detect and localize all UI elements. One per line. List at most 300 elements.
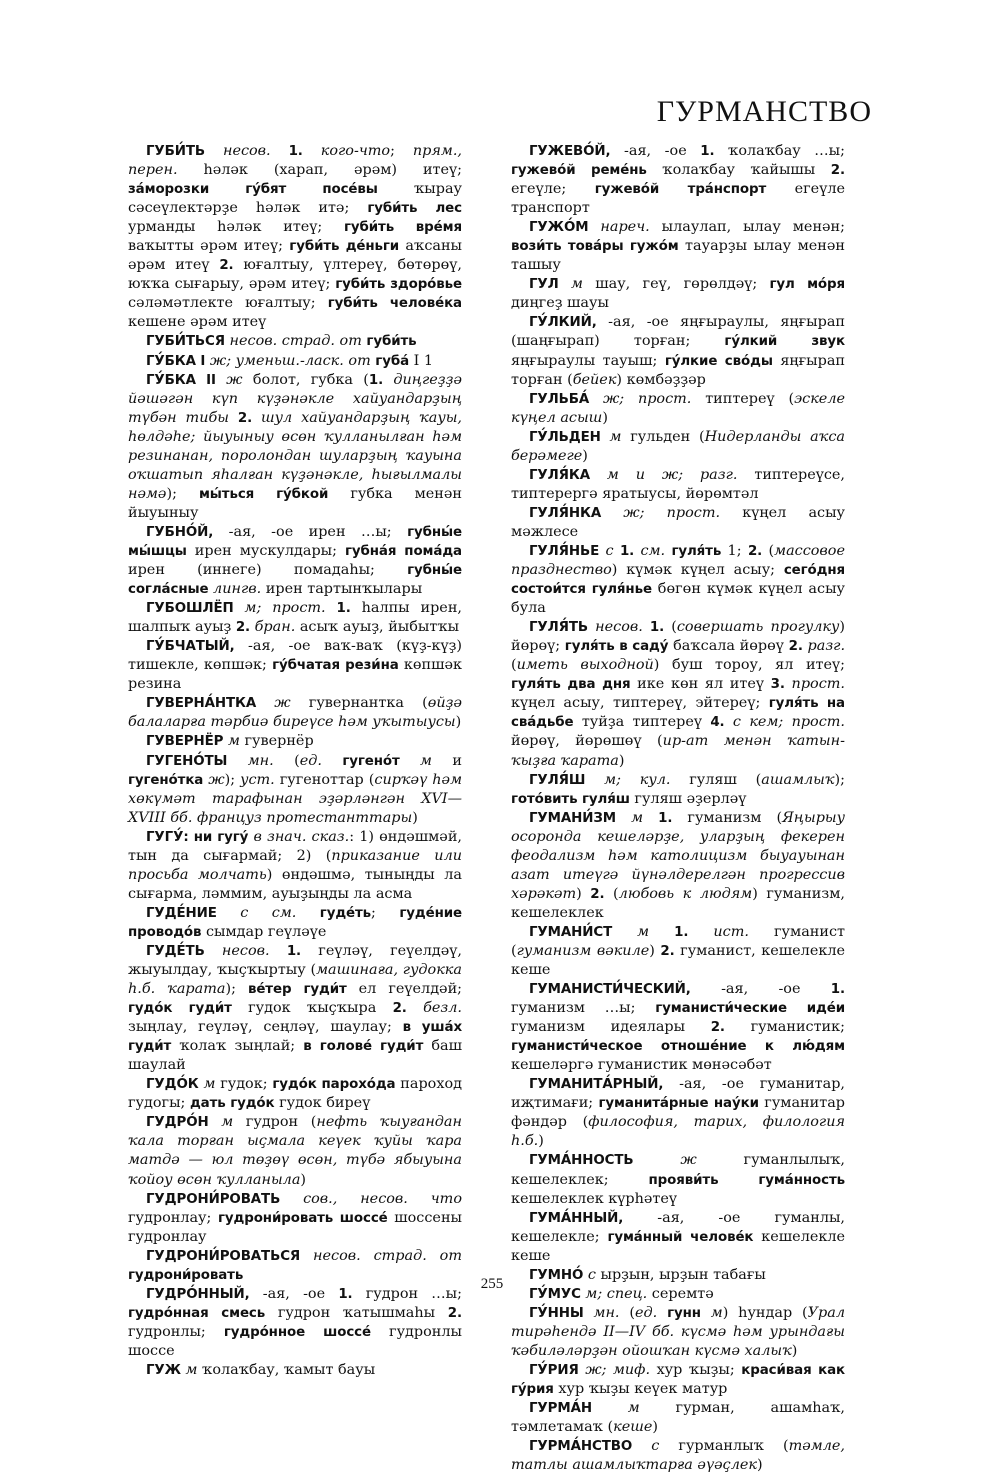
headword-text: 1. [336, 601, 351, 617]
definition-text: ирен (иннеге) помадаһы; [128, 562, 408, 579]
definition-text: гудрон ( [233, 1114, 317, 1131]
headword-text: гугено́тка [128, 772, 204, 788]
headword-text: ГУЖО́М [529, 220, 589, 236]
dictionary-entry [511, 466, 845, 504]
grammar-note: прост. [784, 676, 845, 693]
headword-text: ГУ́МУС [529, 1286, 581, 1302]
dictionary-entry [128, 828, 462, 904]
definition-text: гуманитар фәндәр ( [511, 1095, 845, 1131]
grammar-note: нареч. [588, 219, 650, 236]
definition-text: баш шаулай [128, 1038, 462, 1074]
headword-text: гуля́ть на сва́дьбе [511, 696, 845, 731]
headword-text: губи́ть [366, 334, 417, 350]
definition-text: ирен тартынҡылары [261, 581, 423, 598]
grammar-note: м; спец. [580, 1285, 648, 1302]
grammar-note: м [600, 428, 622, 445]
grammar-note: философия, тарих, филология һ.б. [511, 1114, 845, 1150]
dictionary-entry [511, 1285, 845, 1304]
definition-text: типтереү ( [691, 390, 795, 407]
dictionary-entry [511, 428, 845, 466]
dictionary-entry [128, 1247, 462, 1285]
dictionary-entry [128, 332, 462, 351]
grammar-note: Нидерланды аҡса берәмеге [511, 428, 845, 464]
dictionary-entry [128, 1190, 462, 1247]
definition-text: ); [834, 771, 845, 788]
definition-text: пароход гудогы; [128, 1076, 462, 1112]
definition-text: бөгөн күмәк күңел асыу була [511, 581, 845, 617]
headword-text: 1. [338, 1286, 353, 1302]
definition-text: гувернёр [239, 733, 314, 750]
dictionary-entry [128, 1075, 462, 1113]
grammar-note: м; прост. [233, 600, 337, 617]
page-number: 255 [480, 1276, 504, 1292]
headword-text: ГУМАНИ́СТ [529, 924, 613, 940]
headword-text: гу́лкие сво́ды [664, 353, 773, 369]
headword-text: ГУЛЯ́Ш [529, 772, 586, 788]
dictionary-entry [511, 1361, 845, 1399]
definition-text: гуманист, кешелекле кеше [511, 942, 845, 979]
definition-text: егеүле транспорт [511, 181, 845, 217]
definition-text: ел геүелдәй; [346, 981, 463, 998]
headword-text: ГУДО́К [146, 1077, 199, 1093]
definition-text: ҡолаҡбау …ы; [714, 143, 845, 159]
definition-text: гудок ҡыҫҡыра [231, 1000, 393, 1017]
dictionary-entry [128, 142, 462, 332]
headword-text: ГУМНО́ [529, 1267, 584, 1283]
definition-text: юғалтыу, үлтереү, бөтөрөү, юҡҡа сығарыу, әрәм итеү; [128, 257, 462, 293]
dictionary-entry [511, 980, 845, 1075]
definition-text: гуманист ( [511, 923, 845, 959]
grammar-note: разг. [802, 638, 846, 655]
headword-text: гуде́ние проводо́в [128, 905, 462, 940]
grammar-note: ж [256, 695, 291, 712]
definition-text: яңғырап торған ( [511, 352, 845, 388]
headword-text: гуде́ть [319, 905, 372, 921]
headword-text: ГУЛЬБА́ [529, 391, 590, 407]
definition-text: ( [511, 657, 517, 674]
definition-text: типтереүсе, типтерергә яратыусы, йөрөмтәл [511, 466, 845, 502]
definition-text: гуманизм идеялары [511, 1019, 711, 1036]
dictionary-entry [511, 618, 845, 770]
headword-text: ГУМА́ННОСТЬ [529, 1153, 634, 1169]
grammar-note: м [223, 733, 240, 750]
grammar-note: мн. [227, 752, 274, 769]
definition-text: баҡсала йөрөү [668, 638, 789, 655]
grammar-note: тәмле, татлы ашамлыҡтарға әүәҫлек [511, 1438, 845, 1474]
headword-text: гото́вить гуля́ш [511, 791, 630, 807]
grammar-note: массовое празднество [511, 542, 845, 579]
headword-text: ГУБНО́Й, [146, 524, 214, 540]
definition-text: туйҙа типтереү [573, 714, 711, 731]
definition-text: гуляш әҙерләү [629, 790, 747, 807]
definition-text: күңел асыу, типтереү, эйтереү; [511, 695, 769, 712]
headword-text: 1. [658, 810, 673, 826]
headword-text: ГУДРО́Н [146, 1115, 209, 1131]
grammar-note: м [399, 752, 432, 769]
definition-text: хур ҡыҙы кеүек матур [553, 1381, 728, 1398]
definition-text: гувернантка ( [290, 695, 428, 712]
headword-text: 1. [700, 144, 715, 159]
definition-text: -ая, -ое гуманлы, кешелекле; [511, 1209, 845, 1245]
definition-text: ) гуманизм, кешелеклек [511, 885, 845, 921]
grammar-note: нефть ҡыуғандан ҡала торған ыҫмала кеүек ҡуйы ҡара матдә — юл төҙөү өсөн, түбә ябыуына ҡойоу өсөн ҡулланыла [128, 1114, 462, 1188]
headword-text: в голове́ гуди́т [303, 1039, 424, 1055]
headword-text: вози́ть това́ры гужо́м [511, 239, 679, 255]
headword-text: ГУРМА́Н [529, 1401, 592, 1417]
headword-text: губи́ть вре́мя [344, 220, 462, 236]
definition-text: ) буш тороу, ял итеү; [653, 657, 845, 674]
grammar-note: кого-что [302, 143, 391, 159]
headword-text: гужево́й реме́нь [511, 163, 647, 179]
definition-text: -ая, -ое гуманитар, иҗтимағи; [511, 1076, 845, 1112]
dictionary-entry [511, 390, 845, 428]
headword-text: гужево́й тра́нспорт [594, 182, 767, 198]
headword-text: гуля́ть в саду́ [564, 639, 669, 655]
dictionary-entry [511, 275, 845, 313]
headword-text: ГУБОШЛЁП [146, 601, 234, 617]
definition-text: гуманизм ( [672, 809, 783, 826]
grammar-note: м; кул. [585, 771, 671, 788]
grammar-note: ж [633, 1152, 697, 1169]
definition-text: ); [225, 981, 248, 998]
headword-text: 2. [788, 639, 803, 655]
headword-text: 2. [219, 258, 234, 274]
definition-text: диңгеҙ шауы [511, 295, 609, 312]
definition-text: -ая, -ое ирен …ы; [213, 523, 408, 540]
headword-text: губа́ [375, 353, 410, 369]
definition-text: шоссены гудронлау [128, 1209, 462, 1245]
headword-text: ГУГЕНО́ТЫ [146, 753, 228, 769]
definition-text: ) өндәшмә, тыныңды ла сығарма, ләммим, ауыҙыңды ла асма [128, 866, 462, 902]
right-column [511, 142, 845, 1475]
dictionary-entry [128, 694, 462, 732]
grammar-note: совершать прогулку [676, 619, 840, 636]
definition-text: ҡолаҡбау, ҡамыт бауы [197, 1362, 376, 1378]
definition-text: көпшәк резина [128, 657, 463, 693]
dictionary-entry [511, 313, 845, 389]
grammar-note: м [208, 1114, 234, 1131]
headword-text: 3. [770, 677, 785, 693]
headword-text: ГУ́РИЯ [529, 1363, 579, 1378]
grammar-note: мн. [583, 1304, 620, 1321]
headword-text: ГУ́ННЫ [529, 1305, 584, 1321]
definition-text: ҡолаҡ зыңлай; [171, 1038, 304, 1055]
definition-text: гудронлау; [128, 1209, 218, 1226]
headword-text: краси́вая как гу́рия [511, 1363, 846, 1398]
grammar-note: с [632, 1438, 660, 1455]
grammar-note: диңгеҙҙә йәшәгән күп күҙәнәкле хайуандарҙың түбән тибы [128, 371, 463, 426]
dictionary-entry [128, 904, 462, 942]
headword-text: 2. [237, 410, 253, 426]
definition-text: һалпы ирен, шалпыҡ ауыҙ [128, 600, 462, 636]
grammar-note: ед. [634, 1304, 668, 1321]
grammar-note: м [612, 923, 675, 940]
grammar-note: Урал тирәһендә II—IV бб. күсмә һәм урындағы ҡәбиләләрҙән ойошҡан күсмә халыҡ [511, 1304, 845, 1359]
definition-text: и [432, 752, 462, 769]
dictionary-entry [128, 371, 462, 523]
headword-text: гудо́к парохо́да [272, 1077, 396, 1093]
grammar-note: м [616, 809, 659, 826]
definition-text: һәләк (харап, әрәм) итеү; [177, 162, 462, 179]
definition-text: гуманлылыҡ, кешелеклек; [511, 1152, 846, 1188]
definition-text: ) [602, 409, 608, 426]
grammar-note: несов. [204, 942, 287, 959]
definition-text: ҡырау сәсеүлектәрҙе һәләк итә; [128, 181, 462, 217]
headword-text: ГУЛЯ́ТЬ [529, 620, 589, 636]
headword-text: гудрони́ровать [128, 1267, 244, 1283]
headword-text: гудрони́ровать шоссе́ [217, 1210, 388, 1226]
definition-text: ) [412, 809, 418, 826]
dictionary-entry [511, 1075, 845, 1151]
definition-text: ) [455, 714, 462, 731]
dictionary-entry [511, 1304, 845, 1361]
headword-text: ГУ́БЧАТЫЙ, [146, 639, 235, 655]
headword-text: ГУБИ́ТЬСЯ [146, 334, 225, 350]
definition-text: урманды һәләк итеү; [128, 219, 344, 236]
headword-text: ГУВЕРНЁР [146, 734, 224, 750]
headword-text: губи́ть челове́ка [327, 296, 462, 312]
headword-text: ГУДЕ́ТЬ [146, 943, 205, 959]
grammar-note: м [591, 1400, 640, 1417]
dictionary-entry [511, 809, 845, 923]
definition-text: гудрон …ы; [352, 1285, 462, 1302]
grammar-note: несов. страд. от [224, 333, 367, 350]
headword-text: 1. [368, 372, 384, 388]
headword-text: 2. [392, 1001, 407, 1017]
definition-text: -ая, -ое [249, 1285, 339, 1302]
definition-text: I 1 [409, 352, 434, 369]
definition-text: асыҡ ауыҙ, йыбытҡы [295, 619, 460, 636]
grammar-note: гуманизм вәкиле [516, 942, 650, 959]
grammar-note: эскеле күңел асыш [511, 390, 846, 426]
left-column [128, 142, 462, 1380]
definition-text: ; [371, 904, 400, 921]
headword-text: губи́ть де́ньги [289, 239, 400, 255]
definition-text: ) [576, 885, 591, 902]
headword-text: гу́лкий звук [724, 334, 845, 350]
dictionary-entry [128, 523, 462, 599]
dictionary-entry [511, 771, 845, 809]
headword-text: 2. [447, 1305, 462, 1321]
dictionary-entry [511, 142, 845, 218]
headword-text: ГУЛЯ́НЬЕ [529, 543, 600, 559]
definition-text: гурманлыҡ ( [659, 1438, 789, 1455]
headword-text: ГУДЕ́НИЕ [146, 905, 217, 921]
dictionary-entry [128, 637, 462, 694]
headword-text: ГУЛЯ́КА [529, 467, 590, 483]
definition-text: гудронлы; [128, 1323, 224, 1340]
definition-text: кешелекле кеше [511, 1228, 845, 1264]
definition-text: -ая, -ое [610, 143, 701, 159]
definition-text: серемтә [647, 1285, 714, 1302]
grammar-note: с [583, 1266, 596, 1283]
dictionary-entry [511, 1399, 845, 1437]
definition-text: геүләү, геүелдәү, жыуылдау, ҡыҫҡыртыу ( [128, 942, 462, 979]
headword-text: ГУВЕРНА́НТКА [146, 696, 257, 712]
grammar-note: бран. [250, 619, 296, 636]
definition-text: : 1) өндәшмәй, тын да сығармай; 2) ( [128, 828, 462, 864]
definition-text: ) [791, 1342, 798, 1359]
headword-text: в уша́х гуди́т [128, 1020, 462, 1055]
definition-text: сымдар геүләүе [201, 923, 327, 940]
headword-text: 2. [830, 163, 845, 179]
grammar-note: см. [634, 542, 672, 559]
headword-text: ве́тер гуди́т [247, 982, 347, 998]
headword-text: ГУ́ЛЬДЕН [529, 429, 601, 445]
definition-text: хур ҡыҙы; [650, 1362, 742, 1378]
definition-text: егеүле; [511, 181, 595, 198]
dictionary-entry [511, 923, 845, 980]
headword-text: 4. [710, 715, 725, 731]
headword-text: гудро́нная смесь [128, 1305, 266, 1321]
headword-text: 1. [286, 943, 302, 959]
dictionary-entry [128, 1113, 462, 1189]
grammar-note: иметь выходной [516, 657, 654, 674]
definition-text: гугеноттар ( [274, 771, 375, 788]
headword-text: ГУЛ [529, 277, 559, 293]
grammar-note: приказание или просьба молчать [128, 847, 462, 883]
headword-text: ГУДРОНИ́РОВАТЬСЯ [146, 1248, 301, 1264]
definition-text: кешеләргә гуманистик мөнәсәбәт [511, 1057, 772, 1074]
headword-text: ГУ́БКА II [146, 372, 216, 388]
definition-text: ) һундар ( [722, 1304, 808, 1321]
definition-text: кешелеклек күрһәтеү [511, 1190, 678, 1207]
grammar-note: несов. [588, 619, 650, 636]
headword-text: 2. [710, 1020, 725, 1036]
headword-text: ГУДРО́ННЫЙ, [146, 1286, 250, 1302]
headword-text: гуманисти́ческое отноше́ние к лю́дям [511, 1039, 845, 1055]
definition-text: ( [619, 1304, 635, 1321]
headword-text: губна́я пома́да [344, 543, 462, 559]
headword-text: ГУГУ́: ни гугу́ [146, 829, 249, 845]
definition-text: гудронлы шоссе [128, 1323, 462, 1359]
dictionary-entry [128, 352, 462, 371]
grammar-note: ж; прост. [601, 504, 721, 521]
headword-text: губи́ть лес [367, 201, 462, 217]
definition-text: ) [652, 1419, 659, 1436]
grammar-note: лингв. [208, 581, 262, 598]
grammar-note: сирҡәү һәм хөкүмәт тарафынан эҙәрләнгән XVI—XVIII бб. француз протестанттары [128, 771, 463, 826]
dictionary-entry [128, 1285, 462, 1361]
definition-text: губка менән йыуыныу [128, 485, 462, 521]
dictionary-entry [511, 1151, 845, 1208]
headword-text: 1. [674, 924, 689, 940]
headword-text: мы́ться гу́бкой [198, 486, 329, 502]
definition-text: гульден ( [621, 428, 705, 445]
dictionary-entry [511, 542, 845, 618]
grammar-note: Яңырыу осоронда кешеләрҙе, уларҙың фекерен феодализм һәм католицизм быуауынан азат итеүгә йүнәлдерелгән прогрессив хәрәкәт [511, 809, 845, 902]
definition-text: ) күмәк күңел асыу; [611, 562, 784, 579]
definition-text: ырҙын, ырҙын табағы [595, 1266, 766, 1283]
dictionary-entry [128, 942, 462, 1075]
headword-text: гуля́ть [671, 543, 722, 559]
grammar-note: ж; прост. [589, 390, 692, 407]
definition-text: ( [664, 619, 677, 636]
headword-text: за́морозки гу́бят посе́вы [128, 182, 378, 198]
definition-text: зыңлау, геүләү, сеңләү, шаулау; [128, 1019, 403, 1036]
headword-text: 2. [660, 943, 675, 959]
definition-text: ) [538, 1133, 544, 1150]
headword-text: гунн [667, 1305, 701, 1321]
definition-text: гудок; [215, 1076, 273, 1093]
definition-text: ылаулап, ылау менән; [649, 219, 845, 236]
dictionary-entry [128, 732, 462, 751]
definition-text: ) [582, 447, 588, 464]
grammar-note: м [180, 1362, 198, 1378]
headword-text: ГУМАНИ́ЗМ [529, 810, 616, 826]
headword-text: гуля́ть два дня [511, 677, 631, 693]
headword-text: гудро́нное шоссе́ [223, 1324, 371, 1340]
headword-text: ГУМА́ННЫЙ, [529, 1210, 624, 1226]
grammar-note: шул хайуандарҙың ҡауы, һөлдәһе; йыуыныу өсөн ҡулланылған һәм резинанан, поролондан шуларҙың ҡауына оҡшатып яһалған күҙәнәкле, һығылмалы нәмә [128, 409, 462, 502]
grammar-note: любовь к людям [618, 885, 753, 902]
grammar-note: ж [215, 371, 243, 388]
grammar-note: м [558, 276, 583, 293]
definition-text: ҡолаҡбау ҡайышы [646, 162, 831, 179]
definition-text: шау, геү, гөрөлдәү; [582, 276, 770, 293]
definition-text: ; [390, 143, 413, 159]
grammar-note: несов. страд. от [300, 1247, 462, 1264]
grammar-note: безл. [406, 1000, 462, 1017]
definition-text: -ая, -ое ваҡ-ваҡ (күҙ-күҙ) тишекле, көпшәк; [128, 638, 462, 674]
dictionary-entry [511, 1266, 845, 1285]
dictionary-entry [511, 218, 845, 275]
grammar-note: уст. [240, 771, 275, 788]
definition-text: сәләмәтлекте юғалтыу; [128, 295, 328, 312]
definition-text: ( [762, 542, 775, 559]
headword-text: губны́е мы́шцы [128, 524, 462, 559]
definition-text: ) [649, 942, 661, 959]
grammar-note: с кем; прост. [724, 714, 845, 731]
headword-text: ГУМАНИСТИ́ЧЕСКИЙ, [529, 982, 691, 998]
definition-text: ) йөрөү; [511, 619, 845, 655]
definition-text: ике көн ял итеү [630, 676, 771, 693]
headword-text: 2. [235, 620, 251, 636]
definition-text: -ая, -ое яңғыраулы, яңғырап (шаңғырап) торған; [511, 314, 845, 350]
headword-text: 2. [590, 886, 605, 902]
headword-text: сего́дня состои́тся гуля́нье [511, 563, 845, 598]
headword-text: гу́бчатая рези́на [272, 658, 399, 674]
headword-text: ГУДРОНИ́РОВАТЬ [146, 1191, 281, 1207]
definition-text: ) [757, 1457, 763, 1474]
grammar-note: с [599, 542, 620, 559]
headword-text: ГУРМА́НСТВО [529, 1439, 633, 1455]
definition-text: гурман, ашамһаҡ, тәмлетамаҡ ( [511, 1400, 845, 1436]
definition-text: кешене әрәм итеү [128, 314, 267, 331]
running-head: ГУРМАНСТВО [656, 95, 872, 128]
grammar-note: ед. [299, 752, 343, 769]
headword-text: гума́нный челове́к [607, 1229, 754, 1245]
definition-text: 1; [721, 542, 748, 559]
grammar-note: ист. [688, 923, 749, 940]
grammar-note: ашамлыҡ [761, 771, 835, 788]
definition-text: гуляш ( [670, 771, 762, 788]
grammar-note: м и ж; разг. [590, 466, 738, 483]
grammar-note: прям., перен. [128, 143, 462, 179]
grammar-note: в знач. сказ. [248, 828, 350, 845]
definition-text: ) [300, 1171, 307, 1188]
headword-text: прояви́ть гума́нность [648, 1172, 845, 1188]
headword-text: гугено́т [342, 753, 400, 769]
definition-text: ( [604, 885, 619, 902]
headword-text: 1. [619, 543, 635, 559]
grammar-note: с см. [216, 904, 320, 921]
grammar-note: м [198, 1076, 216, 1093]
definition-text: күңел асыу мәжлесе [511, 504, 846, 540]
definition-text: ); [224, 771, 241, 788]
headword-text: ГУ́БКА I [146, 353, 206, 369]
definition-text: ваҡытты әрәм итеү; [128, 238, 290, 255]
